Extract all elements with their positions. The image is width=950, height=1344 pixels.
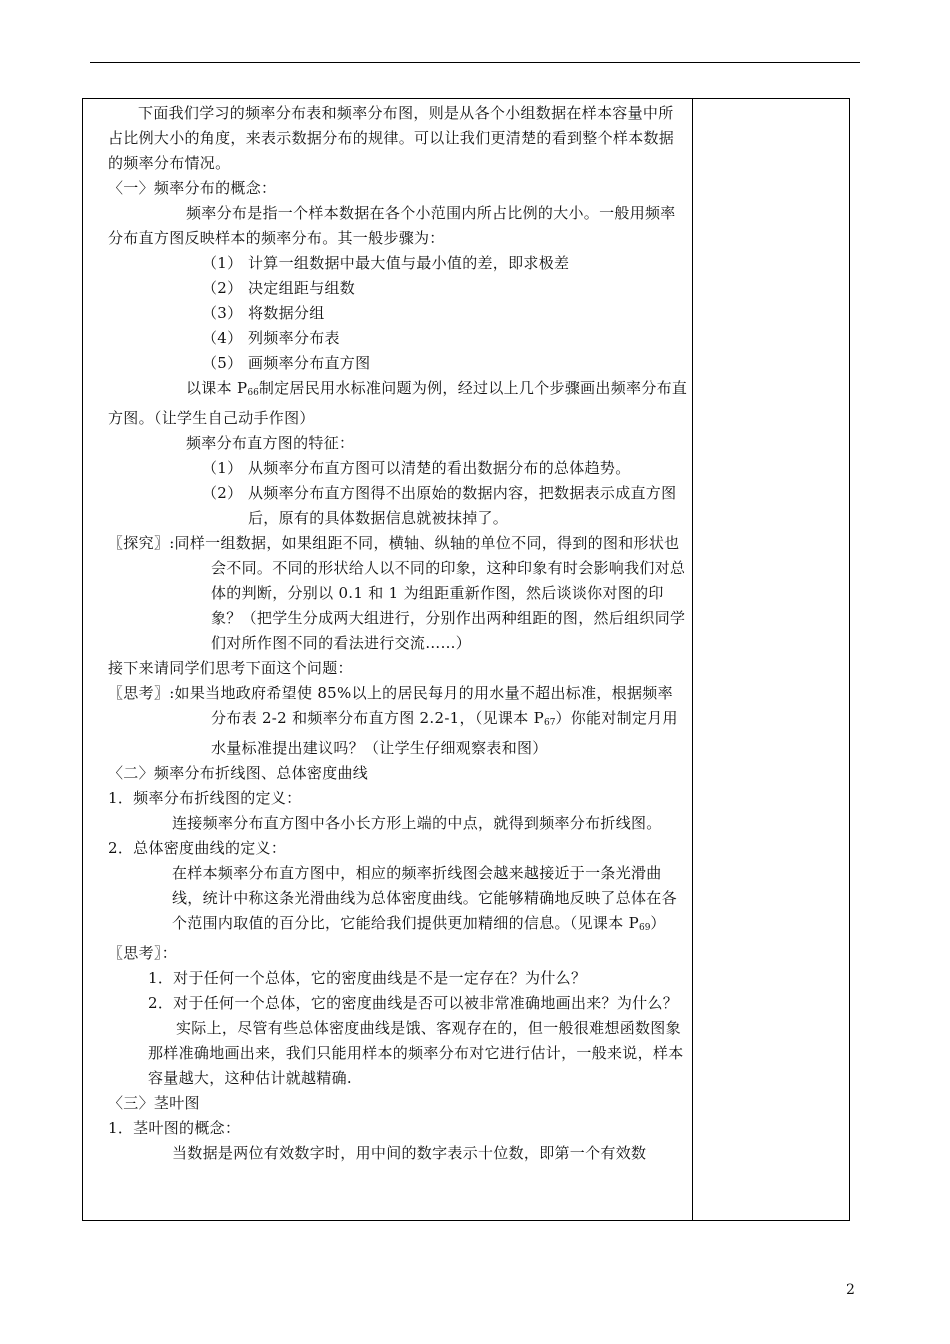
- section-heading-3: 〈三〉茎叶图: [108, 1094, 200, 1112]
- explore-paragraph: 〖探究〗:同样一组数据，如果组距不同，横轴、纵轴的单位不同，得到的图和形状也会不同。不同的形状给人以不同的印象，这种印象有时会影响我们对总体的判断，分别以 0.1 和 1 为组距重新作图，然后谈谈你对图的印象？（把学生分成两大组进行，分别作出两种组距的图，然后组织同学们对所作图不同的看法进行交流……）: [108, 534, 686, 652]
- next-question-line: 接下来请同学们思考下面这个问题：: [108, 659, 353, 677]
- think-paragraph-1: 〖思考〗:如果当地政府希望使 85%以上的居民每月的用水量不超出标准，根据频率分布表 2-2 和频率分布直方图 2.2-1，（见课本 $P_{67}$）你能对制定月用水量标准提出建议吗？（让学生仔细观察表和图）: [108, 684, 678, 757]
- step-item: （2） 决定组距与组数: [202, 279, 356, 297]
- textbook-example-paragraph: 以课本 $P_{66}$制定居民用水标准问题为例，经过以上几个步骤画出频率分布直方图。（让学生自己动手作图）: [108, 379, 688, 427]
- feature-item: （1） 从频率分布直方图可以清楚的看出数据分布的总体趋势。: [202, 459, 631, 477]
- step-item: （5） 画频率分布直方图: [202, 354, 371, 372]
- section-heading-1: 〈一〉频率分布的概念：: [108, 179, 277, 197]
- intro-paragraph: 下面我们学习的频率分布表和频率分布图，则是从各个小组数据在样本容量中所占比例大小的角度，来表示数据分布的规律。可以让我们更清楚的看到整个样本数据的频率分布情况。: [108, 104, 675, 172]
- table-column-divider: [692, 98, 693, 1221]
- step-item: （1） 计算一组数据中最大值与最小值的差，即求极差: [202, 254, 570, 272]
- think-heading-2: 〖思考〗：: [108, 944, 178, 962]
- feature-item: （2） 从频率分布直方图得不出原始的数据内容，把数据表示成直方图后，原有的具体数据信息就被抹掉了。: [202, 484, 677, 527]
- stem-leaf-heading: 1．茎叶图的概念：: [108, 1119, 241, 1137]
- histogram-features-heading: 频率分布直方图的特征：: [186, 434, 355, 452]
- header-rule: [90, 62, 860, 63]
- stem-leaf-text: 当数据是两位有效数字时，用中间的数字表示十位数，即第一个有效数: [172, 1144, 647, 1162]
- definition-heading-1: 1．频率分布折线图的定义：: [108, 789, 302, 807]
- think-answer: 实际上，尽管有些总体密度曲线是饿、客观存在的，但一般很难想函数图象那样准确地画出来，我们只能用样本的频率分布对它进行估计，一般来说，样本容量越大，这种估计就越精确.: [148, 1019, 684, 1087]
- frequency-distribution-paragraph: 频率分布是指一个样本数据在各个小范围内所占比例的大小。一般用频率分布直方图反映样本的频率分布。其一般步骤为：: [108, 204, 676, 247]
- lesson-content: [108, 101, 688, 1166]
- definition-heading-2: 2．总体密度曲线的定义：: [108, 839, 287, 857]
- definition-text-1: 连接频率分布直方图中各小长方形上端的中点，就得到频率分布折线图。: [172, 814, 662, 832]
- step-item: （3） 将数据分组: [202, 304, 325, 322]
- definition-text-2: 在样本频率分布直方图中，相应的频率折线图会越来越接近于一条光滑曲线，统计中称这条光滑曲线为总体密度曲线。它能够精确地反映了总体在各个范围内取值的百分比，它能给我们提供更加精细的信息。（见课本 $P_{69}$）: [172, 864, 677, 933]
- page-number: 2: [846, 1282, 855, 1298]
- think-question: 1．对于任何一个总体，它的密度曲线是不是一定存在？为什么？: [148, 969, 587, 987]
- step-item: （4） 列频率分布表: [202, 329, 340, 347]
- think-question: 2．对于任何一个总体，它的密度曲线是否可以被非常准确地画出来？为什么？: [148, 994, 679, 1012]
- section-heading-2: 〈二〉频率分布折线图、总体密度曲线: [108, 764, 369, 782]
